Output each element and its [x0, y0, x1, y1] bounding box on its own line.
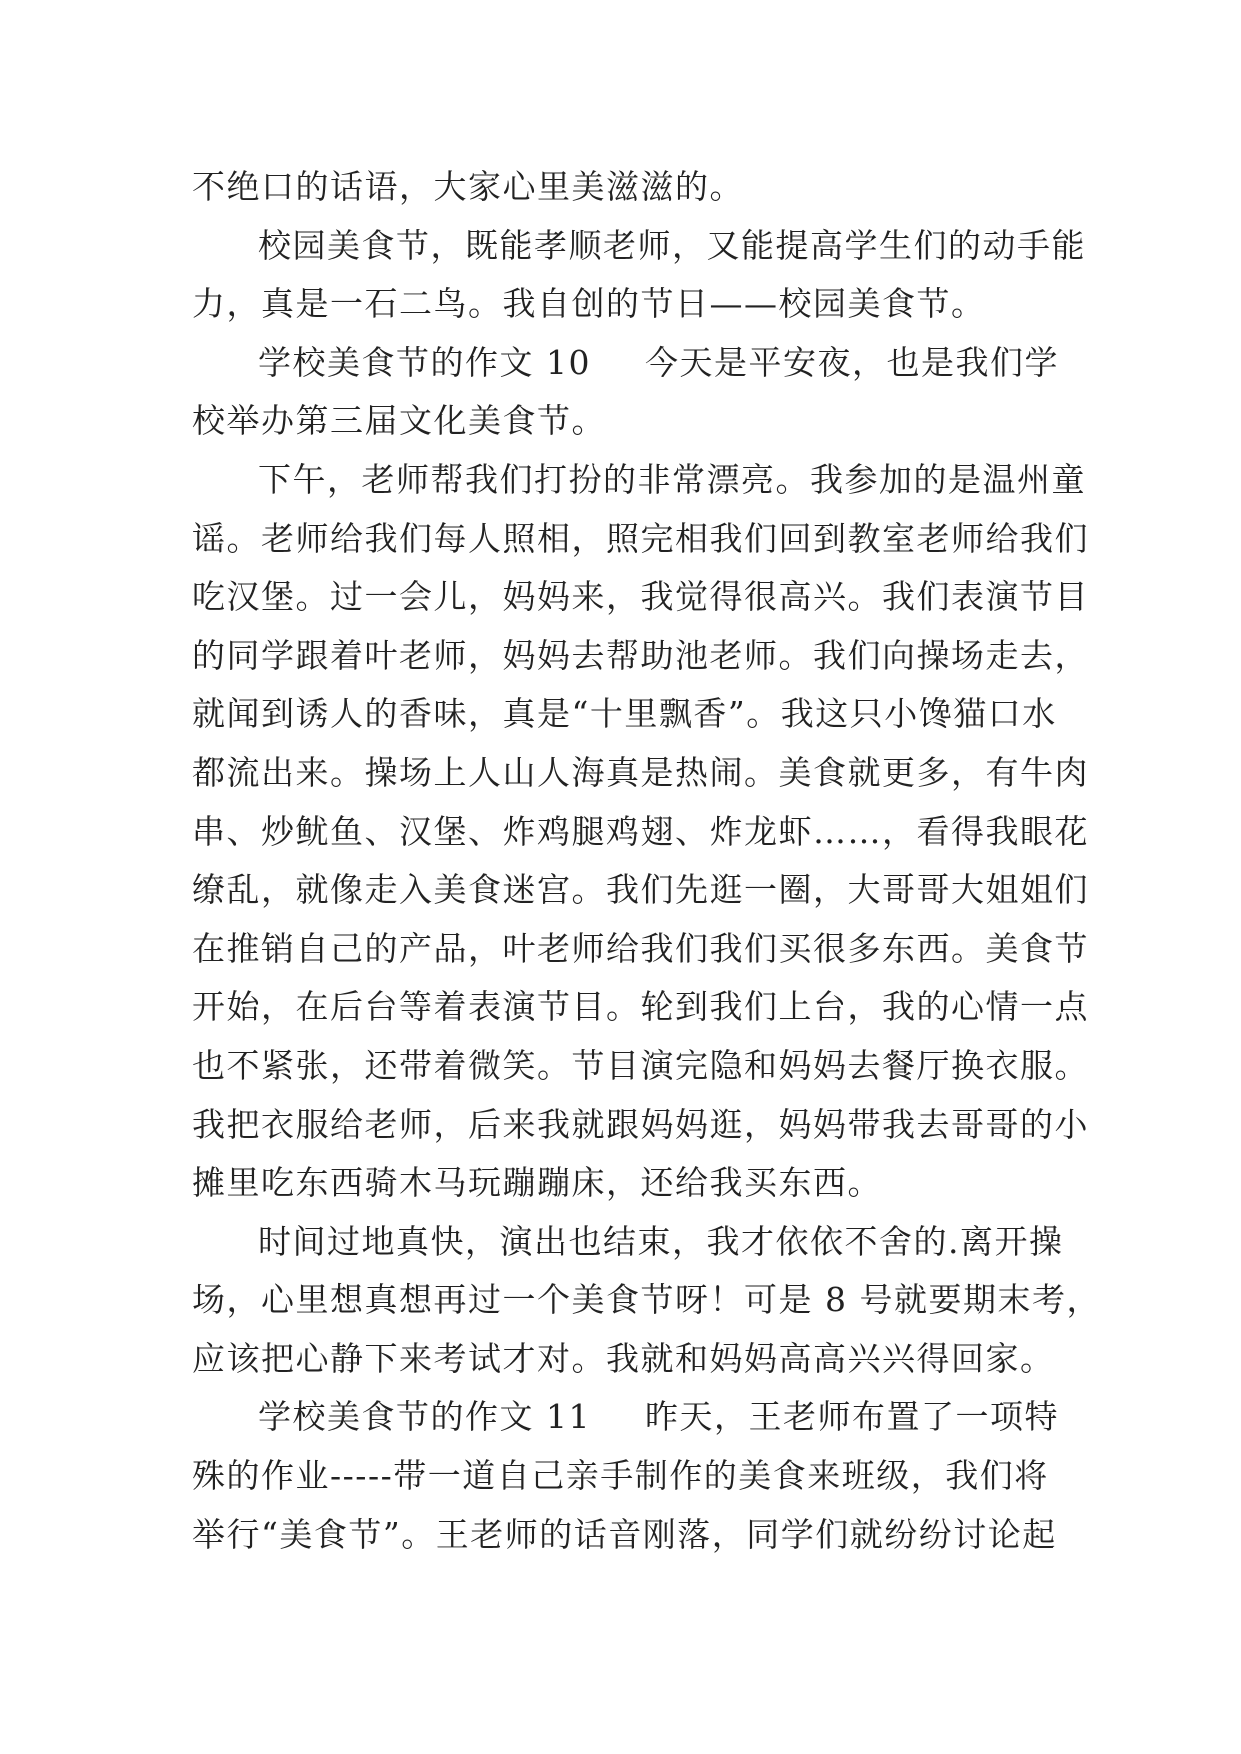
text-line: 校举办第三届文化美食节。 — [192, 401, 606, 441]
text-line: 谣。老师给我们每人照相，照完相我们回到教室老师给我们 — [192, 518, 1089, 558]
text-line: 举行“美食节”。王老师的话音刚落，同学们就纷纷讨论起 — [192, 1514, 1057, 1554]
text-line: 不绝口的话语，大家心里美滋滋的。 — [192, 167, 744, 206]
text-line — [192, 334, 1072, 393]
text-line: 应该把心静下来考试才对。我就和妈妈高高兴兴得回家。 — [192, 1338, 1055, 1378]
text-line: 时间过地真快，演出也结束，我才依依不舍的.离开操 — [258, 1221, 1064, 1261]
text-line-continuation: 昨天，王老师布置了一项特 — [644, 1397, 1059, 1437]
text-line: 摊里吃东西骑木马玩蹦蹦床，还给我买东西。 — [192, 1163, 882, 1203]
text-line: 我把衣服给老师，后来我就跟妈妈逛，妈妈带我去哥哥的小 — [192, 1104, 1089, 1144]
text-line — [192, 1388, 1072, 1447]
text-line: 开始，在后台等着表演节目。轮到我们上台，我的心情一点 — [192, 987, 1089, 1027]
text-line: 就闻到诱人的香味，真是“十里飘香”。我这只小馋猫口水 — [192, 694, 1057, 734]
essay-heading-10: 学校美食节的作文 10 — [258, 342, 591, 382]
text-line: 串、炒鱿鱼、汉堡、炸鸡腿鸡翅、炸龙虾……，看得我眼花 — [192, 811, 1089, 851]
text-line: 吃汉堡。过一会儿，妈妈来，我觉得很高兴。我们表演节目 — [192, 577, 1089, 617]
text-line: 场，心里想真想再过一个美食节呀！可是 8 号就要期末考， — [192, 1280, 1101, 1320]
text-line: 力，真是一石二鸟。我自创的节日——校园美食节。 — [192, 284, 986, 324]
text-line: 缭乱，就像走入美食迷宫。我们先逛一圈，大哥哥大姐姐们 — [192, 870, 1089, 910]
text-line: 殊的作业-----带一道自己亲手制作的美食来班级，我们将 — [192, 1456, 1049, 1496]
document-body — [192, 158, 1101, 1564]
text-line: 下午，老师帮我们打扮的非常漂亮。我参加的是温州童 — [258, 459, 1086, 499]
essay-heading-11: 学校美食节的作文 11 — [258, 1397, 591, 1437]
text-line: 都流出来。操场上人山人海真是热闹。美食就更多，有牛肉 — [192, 752, 1089, 792]
text-line: 的同学跟着叶老师，妈妈去帮助池老师。我们向操场走去， — [192, 635, 1089, 675]
text-line: 也不紧张，还带着微笑。节目演完隐和妈妈去餐厅换衣服。 — [192, 1045, 1089, 1085]
text-line: 在推销自己的产品，叶老师给我们我们买很多东西。美食节 — [192, 928, 1089, 968]
text-line-continuation: 今天是平安夜，也是我们学 — [644, 342, 1059, 382]
text-line: 校园美食节，既能孝顺老师，又能提高学生们的动手能 — [258, 225, 1086, 265]
